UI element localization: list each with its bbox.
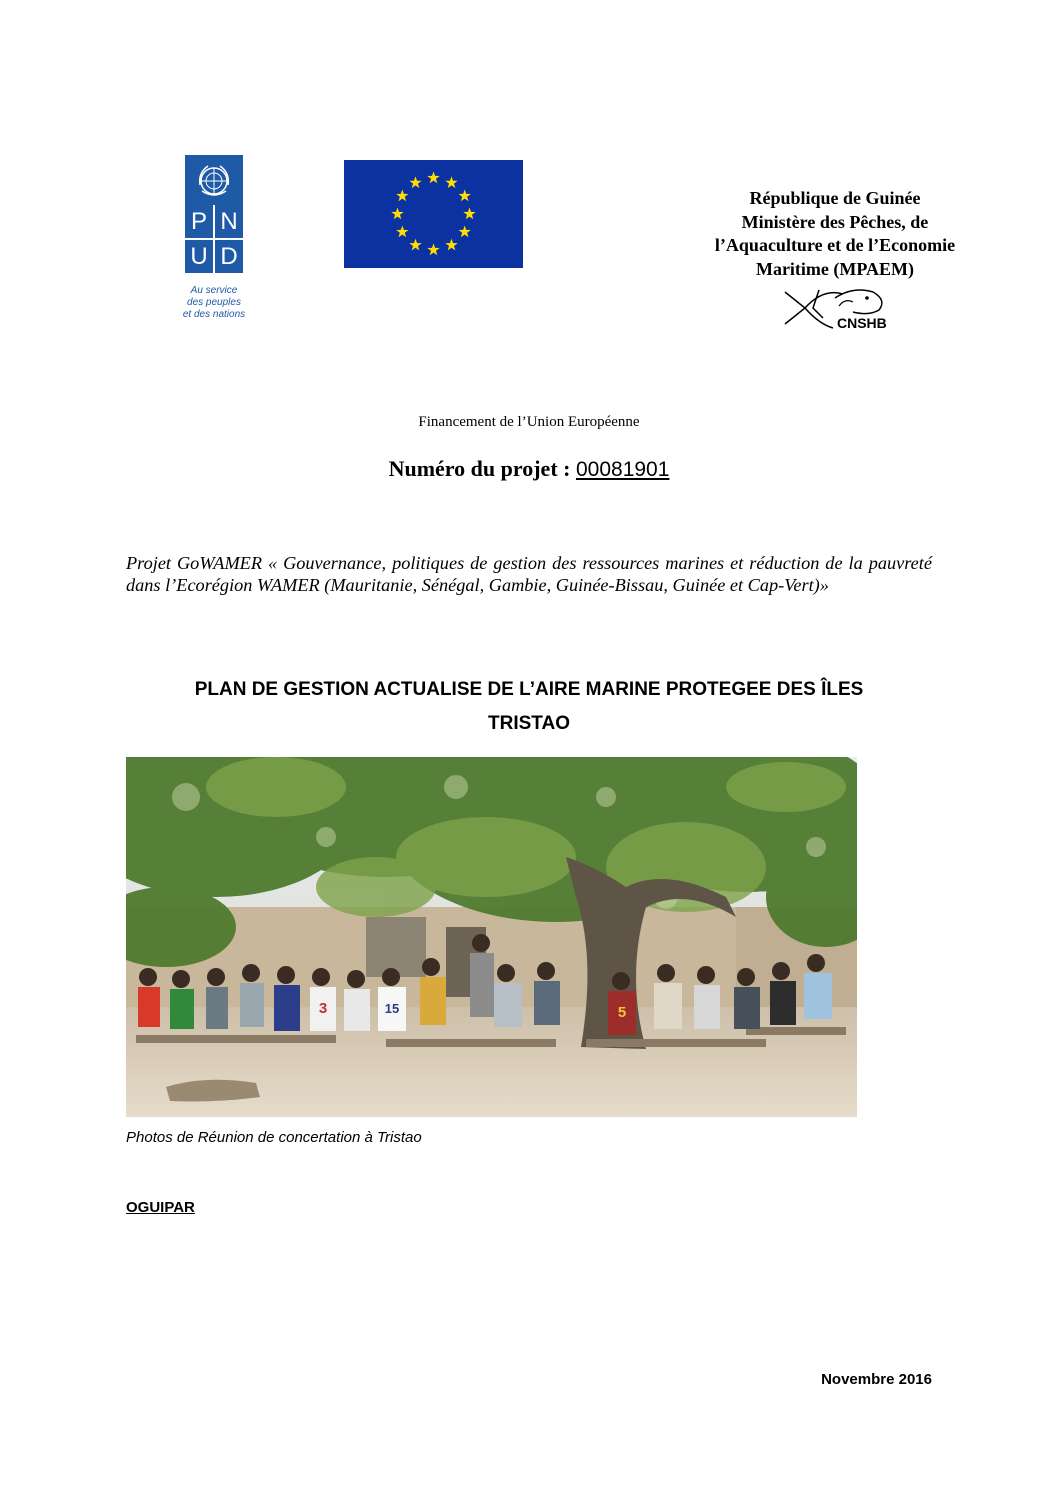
pnud-letter-grid xyxy=(185,205,243,273)
pnud-tagline-line: et des nations xyxy=(182,309,246,320)
republic-line: Ministère des Pêches, de xyxy=(741,211,929,232)
project-number-value: 00081901 xyxy=(575,458,670,481)
republic-line: République de Guinée xyxy=(749,188,921,208)
document-title xyxy=(150,673,908,741)
title-line: PLAN DE GESTION ACTUALISE DE L’AIRE MARINE PROTEGEE DES ÎLES xyxy=(194,679,864,700)
pnud-tagline-line: Au service xyxy=(190,285,238,296)
jersey-number: 15 xyxy=(384,1001,400,1016)
pnud-letter: N xyxy=(215,205,243,238)
project-number-label: Numéro du projet : xyxy=(388,456,576,481)
publication-date: Novembre 2016 xyxy=(821,1371,932,1388)
pnud-emblem xyxy=(185,155,243,273)
cnshb-logo-text: CNSHB xyxy=(837,315,887,331)
organization-name: OGUIPAR xyxy=(126,1199,195,1216)
title-line: TRISTAO xyxy=(488,713,570,734)
pnud-letter: P xyxy=(185,205,213,238)
republic-line: l’Aquaculture et de l’Economie xyxy=(714,235,956,255)
project-description: Projet GoWAMER « Gouvernance, politiques de gestion des ressources marines et réduction de la pauvreté dans l’Ecorégion WAMER (Mauritanie, Sénégal, Gambie, Guinée-Bissau, Guinée et Cap-Vert)» xyxy=(126,553,932,595)
republic-line: Maritime (MPAEM) xyxy=(755,258,915,279)
jersey-number: 3 xyxy=(318,1000,328,1017)
pnud-tagline-line: des peuples xyxy=(187,297,241,308)
funding-line: Financement de l’Union Européenne xyxy=(418,414,640,430)
pnud-letter: U xyxy=(185,240,213,273)
pnud-letter: D xyxy=(215,240,243,273)
republic-header xyxy=(690,187,980,281)
eu-flag-logo xyxy=(344,160,523,268)
photo-caption: Photos de Réunion de concertation à Tristao xyxy=(126,1129,422,1146)
jersey-number: 5 xyxy=(617,1004,627,1021)
un-globe-icon xyxy=(194,161,234,201)
pnud-tagline xyxy=(179,285,249,321)
meeting-photo xyxy=(126,757,857,1117)
project-number xyxy=(0,456,1058,482)
pnud-logo xyxy=(182,155,246,321)
cnshb-logo xyxy=(783,284,887,332)
